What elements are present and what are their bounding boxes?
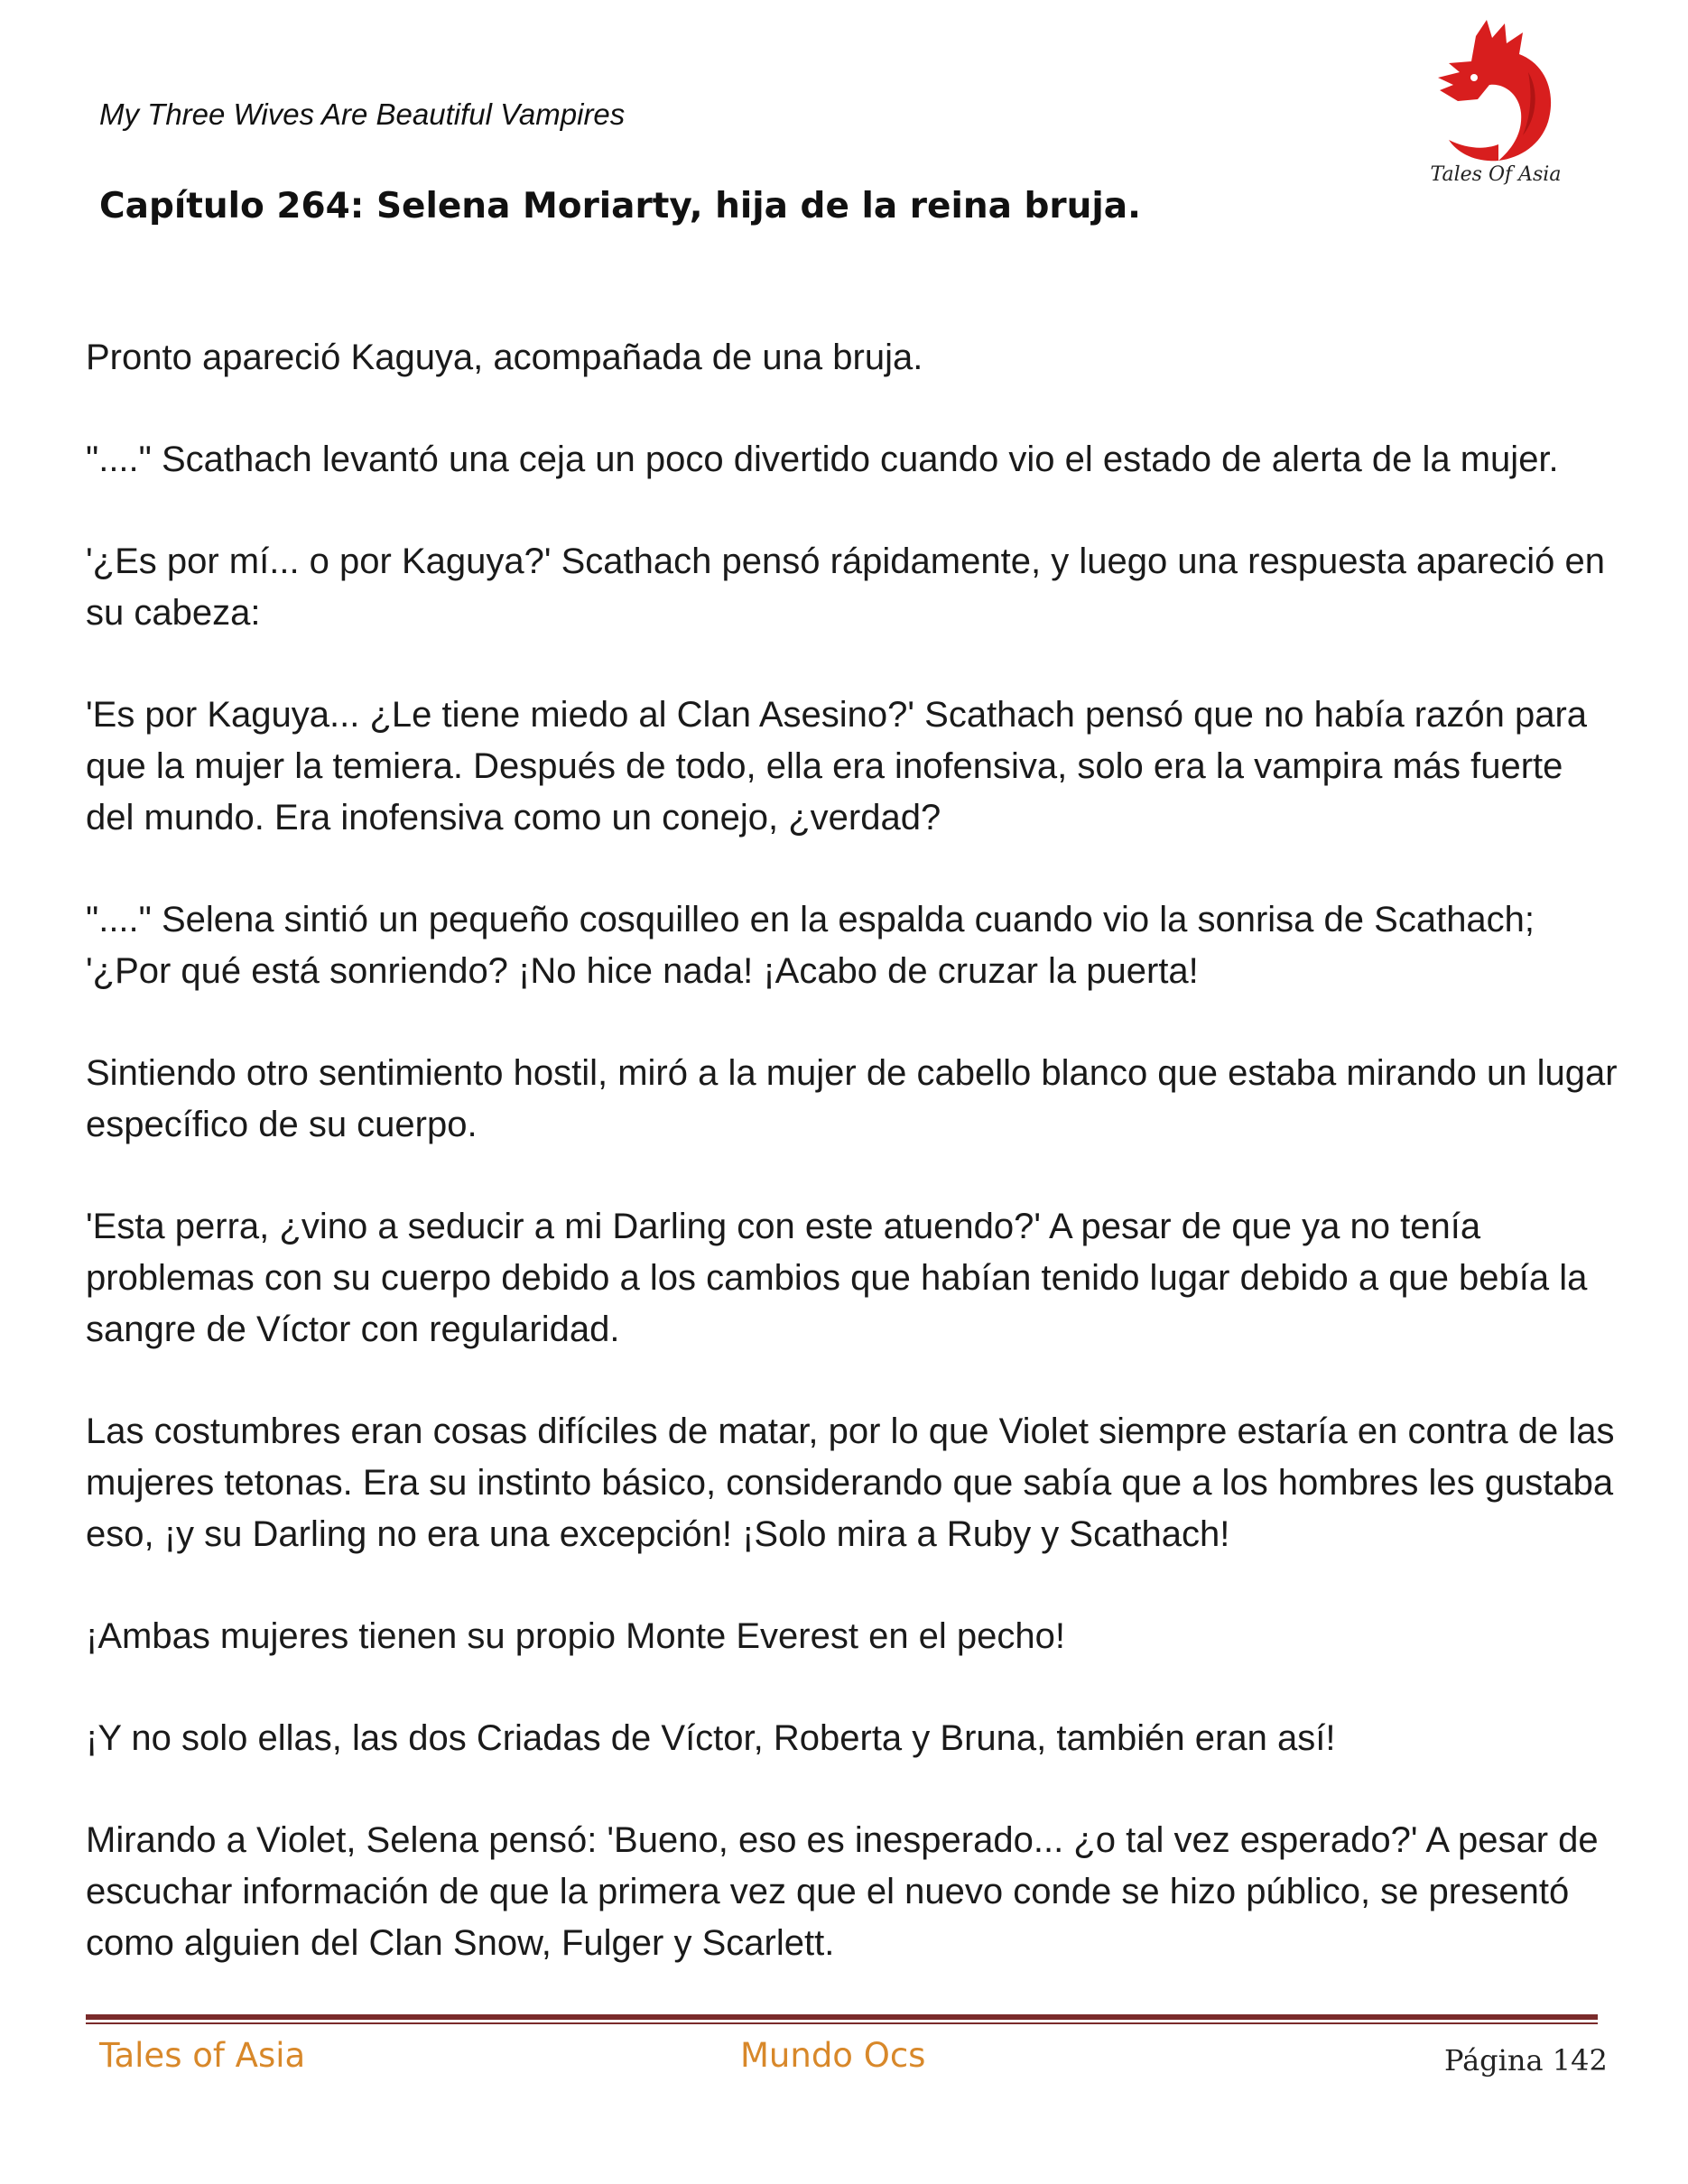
- footer-section-name: Mundo Ocs: [740, 2036, 926, 2075]
- footer-site-name: Tales of Asia: [99, 2036, 306, 2075]
- logo-text: Tales Of Asia: [1430, 163, 1562, 186]
- paragraph: ¡Ambas mujeres tienen su propio Monte Everest en el pecho!: [86, 1616, 1066, 1656]
- paragraph: Pronto apareció Kaguya, acompañada de una bruja.: [86, 338, 923, 377]
- chapter-body: [86, 332, 1620, 2020]
- page-number: Página 142: [1444, 2043, 1608, 2078]
- paragraph: Sintiendo otro sentimiento hostil, miró a la mujer de cabello blanco que estaba mirando un lugar específico de su cuerpo.: [86, 1053, 1618, 1144]
- paragraph: Las costumbres eran cosas difíciles de matar, por lo que Violet siempre estaría en contra de las mujeres tetonas. Era su instinto básico, considerando que sabía que a los hombres les gustaba eso, ¡y su Darling no era una excepción! ¡Solo mira a Ruby y Scathach!: [86, 1411, 1615, 1554]
- paragraph: Mirando a Violet, Selena pensó: 'Bueno, eso es inesperado... ¿o tal vez esperado?' A pesar de escuchar información de que la primera vez que el nuevo conde se hizo público, se presentó como alguien del Clan Snow, Fulger y Scarlett.: [86, 1820, 1599, 1963]
- paragraph: "...." Selena sintió un pequeño cosquilleo en la espalda cuando vio la sonrisa de Scathach; '¿Por qué está sonriendo? ¡No hice nada! ¡Acabo de cruzar la puerta!: [86, 900, 1535, 991]
- red-dragon-icon: [1422, 18, 1571, 190]
- paragraph: "...." Scathach levantó una ceja un poco divertido cuando vio el estado de alerta de la mujer.: [86, 440, 1559, 479]
- footer-divider: [86, 2014, 1598, 2020]
- chapter-title: Capítulo 264: Selena Moriarty, hija de la reina bruja.: [99, 186, 1141, 227]
- paragraph: 'Esta perra, ¿vino a seducir a mi Darling con este atuendo?' A pesar de que ya no tenía problemas con su cuerpo debido a los cambios que habían tenido lugar debido a que bebía la sangre de Víctor con regularidad.: [86, 1207, 1588, 1349]
- paragraph: '¿Es por mí... o por Kaguya?' Scathach pensó rápidamente, y luego una respuesta apareció en su cabeza:: [86, 541, 1605, 633]
- footer-divider-thin: [86, 2022, 1598, 2024]
- running-title: My Three Wives Are Beautiful Vampires: [99, 97, 626, 131]
- paragraph: ¡Y no solo ellas, las dos Criadas de Víctor, Roberta y Bruna, también eran así!: [86, 1718, 1336, 1758]
- paragraph: 'Es por Kaguya... ¿Le tiene miedo al Clan Asesino?' Scathach pensó que no había razón para que la mujer la temiera. Después de todo, ella era inofensiva, solo era la vampira más fuerte del mundo. Era inofensiva como un conejo, ¿verdad?: [86, 695, 1588, 838]
